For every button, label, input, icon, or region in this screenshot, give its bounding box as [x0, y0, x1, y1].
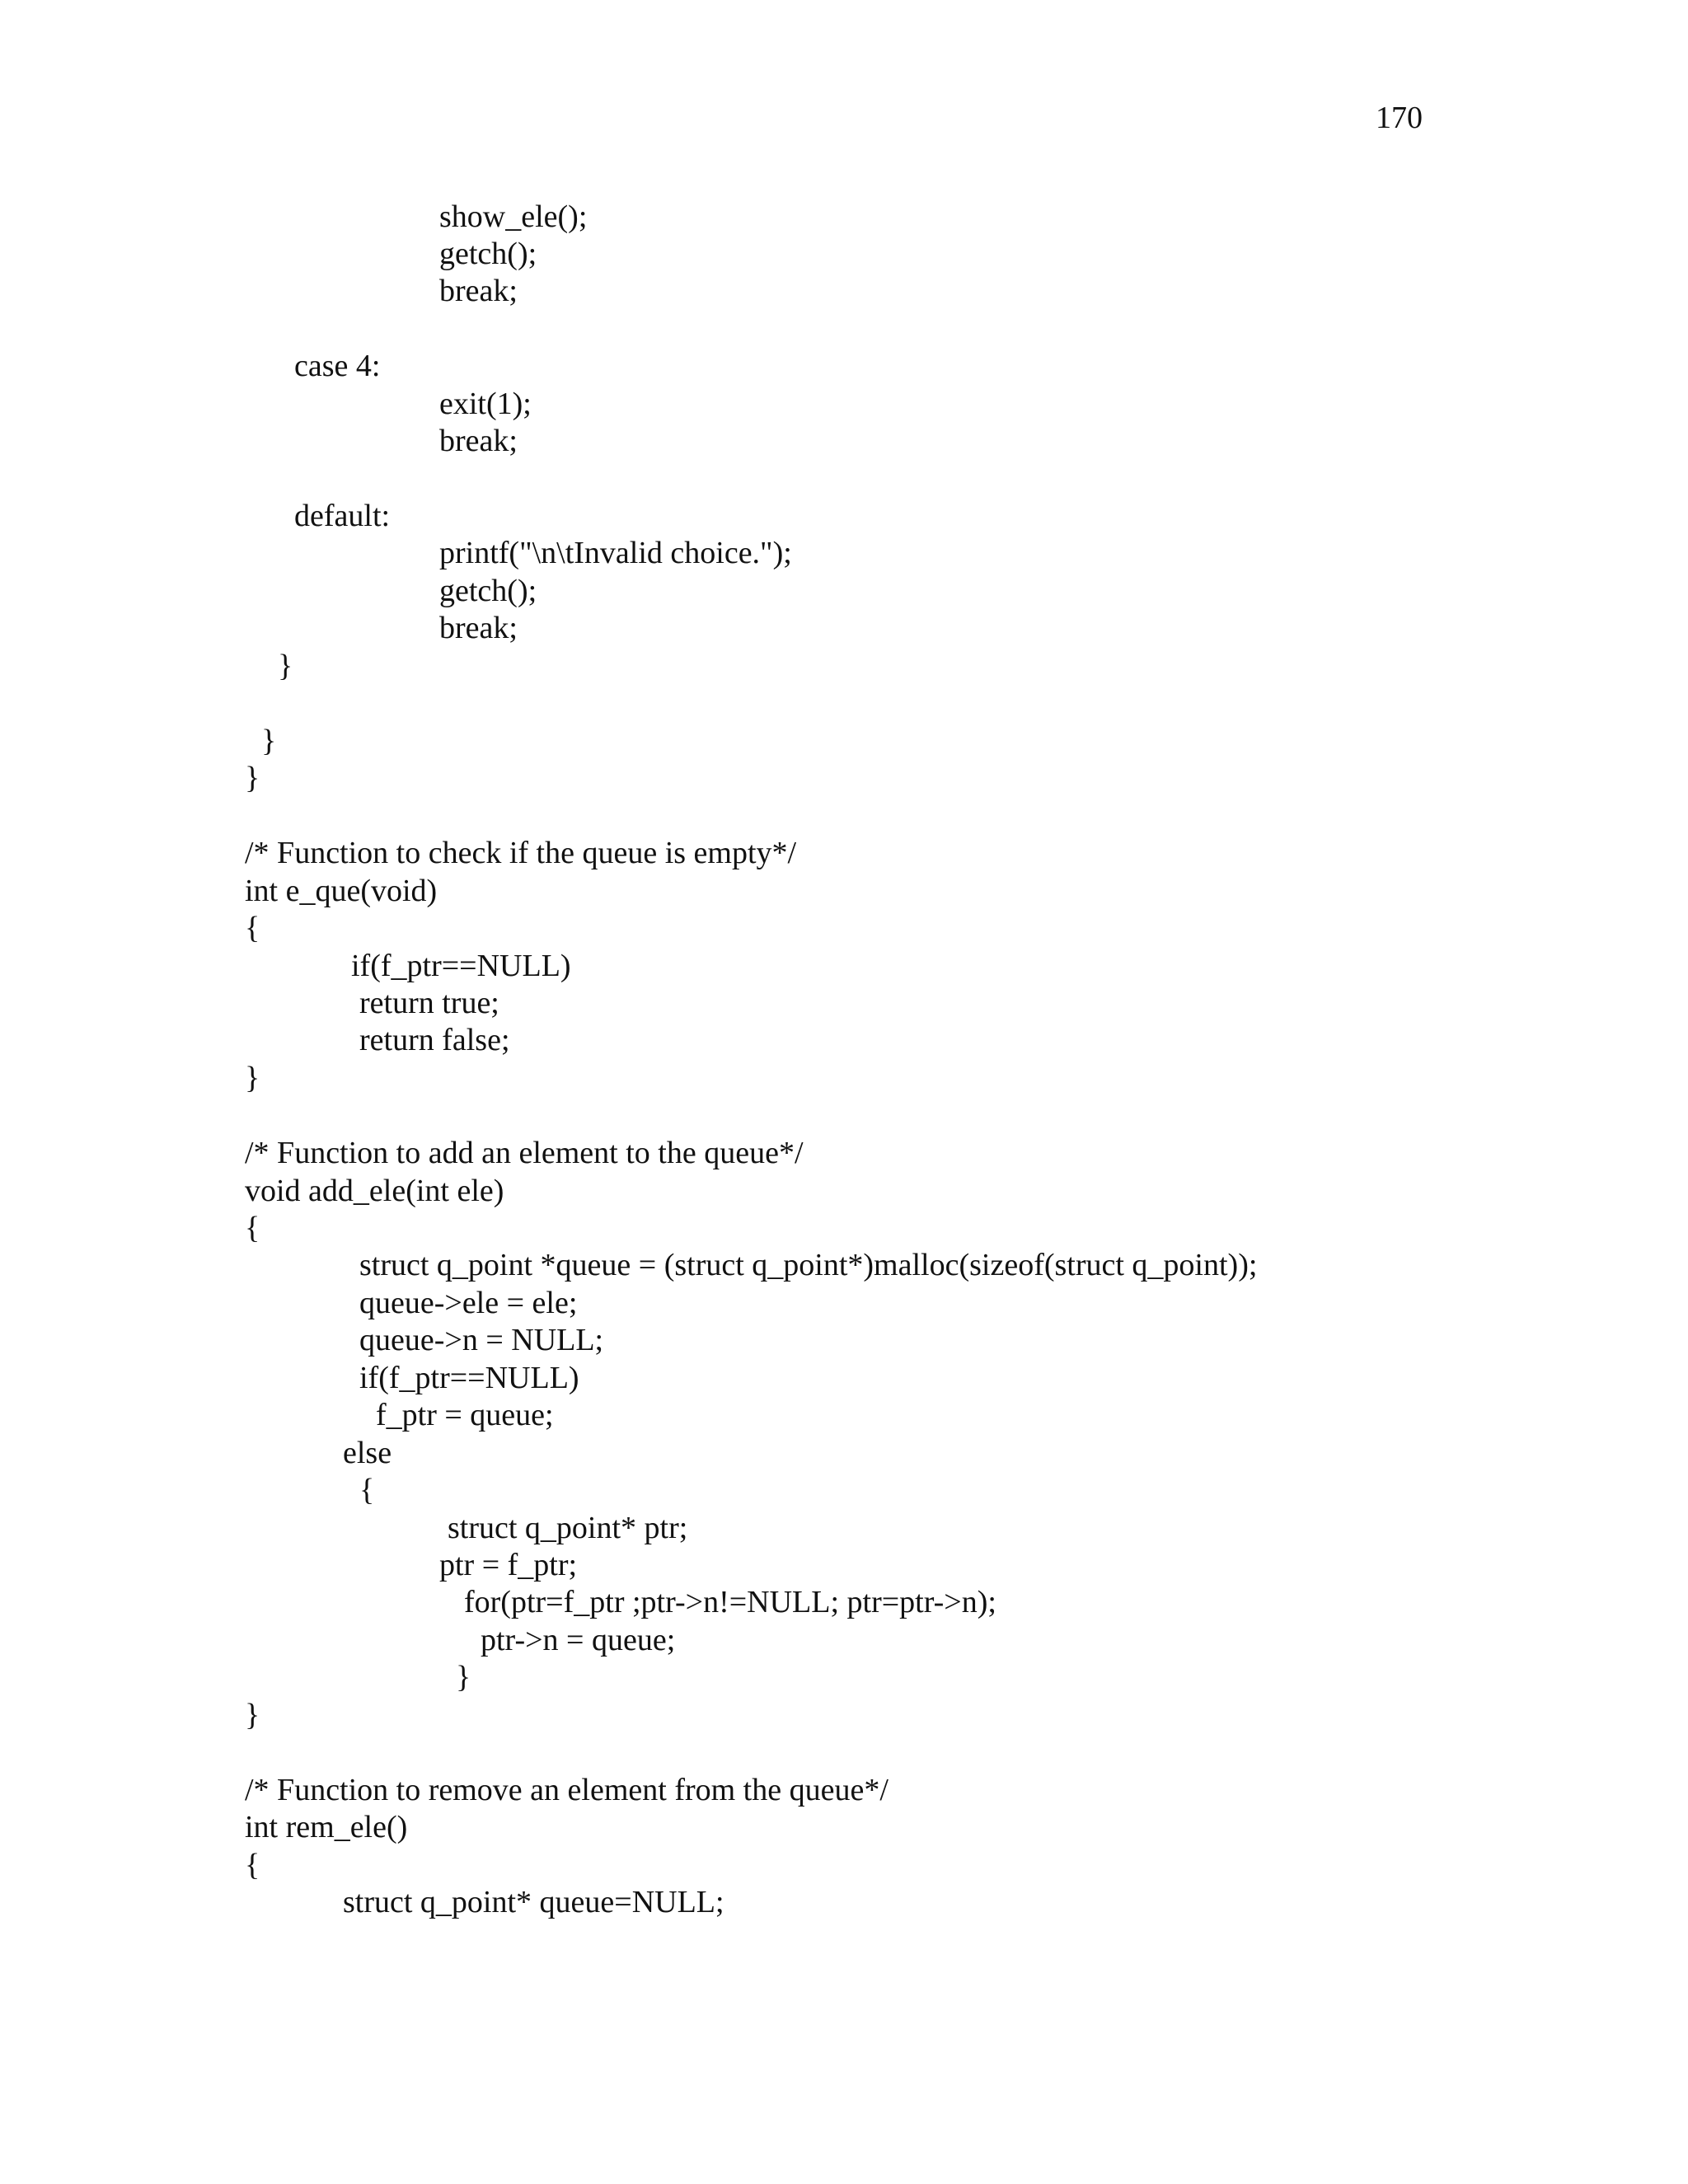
code-line: printf("\n\tInvalid choice."); [439, 536, 792, 570]
code-line: show_ele(); [439, 199, 588, 234]
code-line: if(f_ptr==NULL) [359, 1361, 579, 1395]
code-line: } [245, 1698, 260, 1732]
code-line: } [261, 724, 277, 758]
code-line: break; [439, 274, 518, 308]
code-line: /* Function to check if the queue is empty*/ [245, 836, 797, 870]
code-line: { [245, 911, 260, 945]
code-line: { [359, 1473, 375, 1507]
code-line: } [245, 761, 260, 795]
code-line: default: [294, 499, 391, 533]
code-line: f_ptr = queue; [376, 1398, 554, 1432]
code-line: exit(1); [439, 387, 532, 421]
code-line: ptr = f_ptr; [439, 1548, 578, 1582]
code-line: void add_ele(int ele) [245, 1174, 504, 1208]
code-line: ptr->n = queue; [481, 1623, 676, 1657]
code-line: struct q_point* queue=NULL; [343, 1885, 724, 1919]
code-line: getch(); [439, 574, 537, 608]
code-line: break; [439, 611, 518, 645]
code-line: /* Function to remove an element from the queue*/ [245, 1773, 889, 1807]
code-line: struct q_point *queue = (struct q_point*)malloc(sizeof(struct q_point)); [359, 1248, 1258, 1282]
code-line: if(f_ptr==NULL) [351, 949, 571, 983]
code-line: getch(); [439, 237, 537, 271]
code-line: int e_que(void) [245, 874, 438, 908]
code-line: case 4: [294, 349, 381, 383]
page-number: 170 [1376, 101, 1423, 135]
code-line: int rem_ele() [245, 1810, 408, 1844]
code-line: struct q_point* ptr; [448, 1511, 688, 1545]
code-line: } [278, 649, 293, 683]
code-line: else [343, 1436, 392, 1470]
code-line: } [456, 1660, 471, 1694]
code-line: return false; [359, 1023, 510, 1057]
code-line: /* Function to add an element to the queue*/ [245, 1136, 804, 1170]
code-line: { [245, 1848, 260, 1882]
code-line: for(ptr=f_ptr ;ptr->n!=NULL; ptr=ptr->n); [464, 1585, 996, 1619]
code-line: queue->ele = ele; [359, 1286, 578, 1320]
code-line: { [245, 1211, 260, 1245]
code-line: return true; [359, 986, 499, 1020]
code-line: break; [439, 424, 518, 458]
code-line: } [245, 1061, 260, 1095]
code-line: queue->n = NULL; [359, 1323, 604, 1357]
